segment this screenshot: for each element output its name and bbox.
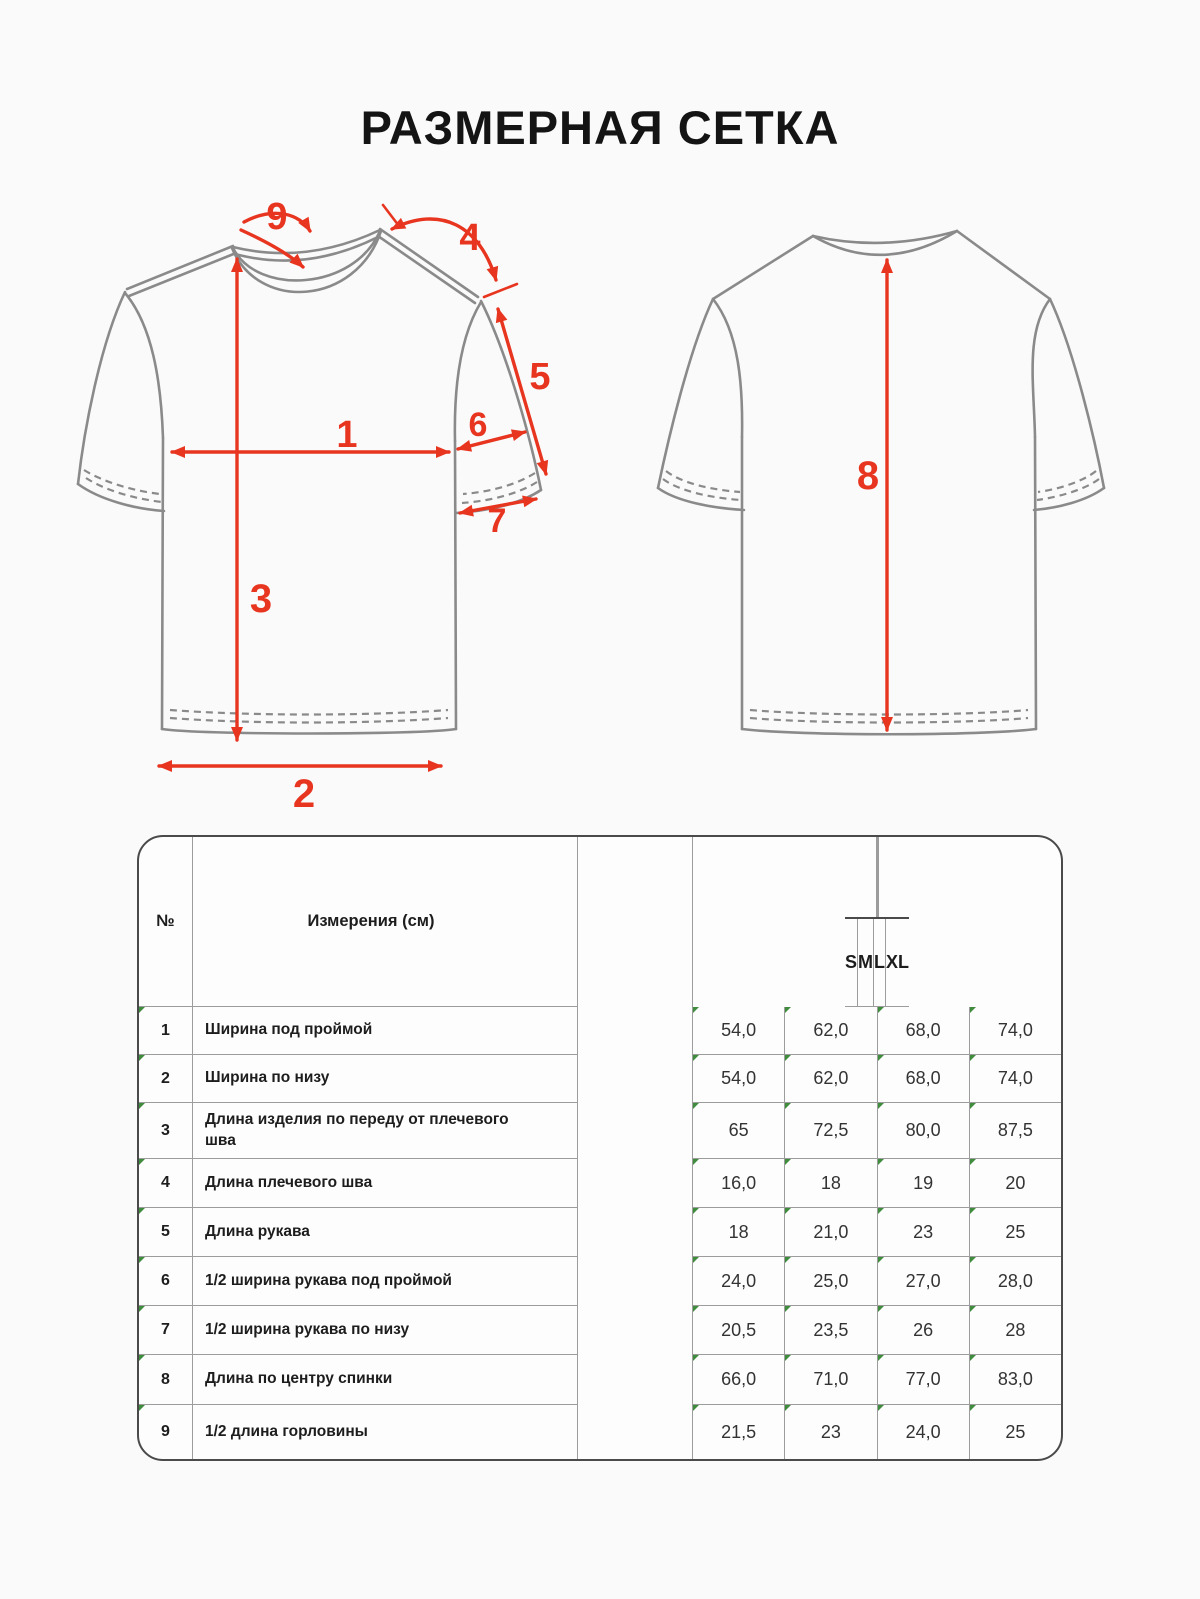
front-left-sleeve-outer [78,292,125,484]
spacer-cell [578,1208,693,1257]
back-right-sleeve-hem [1034,488,1104,510]
row-number: 5 [139,1208,193,1257]
value-m: 25,0 [785,1257,877,1306]
spacer-cell [578,1055,693,1103]
row-number: 7 [139,1306,193,1355]
measure-label-9: 9 [266,196,288,238]
value-l: 24,0 [878,1405,970,1459]
sizes-empty-row [876,837,879,917]
row-number: 1 [139,1007,193,1055]
value-l: 19 [878,1159,970,1208]
back-hem [742,729,1036,734]
table-row [139,1405,1061,1459]
measurement-name: 1/2 длина горловины [193,1405,578,1459]
value-s: 18 [693,1208,785,1257]
value-m: 23 [785,1405,877,1459]
table-row [139,1208,1061,1257]
measurement-name: 1/2 ширина рукава по низу [193,1306,578,1355]
front-left-armhole [125,293,163,438]
page-title: РАЗМЕРНАЯ СЕТКА [360,101,840,154]
front-shirt-diagram [60,190,560,815]
back-left-shoulder [713,236,813,299]
value-m: 62,0 [785,1055,877,1103]
sizes-header-block [693,837,1061,1007]
table-row [139,1257,1061,1306]
back-shirt-diagram [640,190,1120,750]
measure-label-8: 8 [856,454,880,498]
size-table [137,835,1063,1461]
value-l: 80,0 [878,1103,970,1159]
row-number: 9 [139,1405,193,1459]
value-l: 77,0 [878,1355,970,1405]
measure-label-6: 6 [468,406,488,444]
spacer-cell [578,1306,693,1355]
size-header-m: M [858,919,874,1007]
spacer-cell [578,1007,693,1055]
table-row [139,1159,1061,1208]
size-header-s: S [845,919,858,1007]
back-right-sleeve-outer [1050,299,1104,488]
row-number: 6 [139,1257,193,1306]
spacer-cell [578,1159,693,1208]
value-m: 18 [785,1159,877,1208]
value-xl: 87,5 [970,1103,1061,1159]
value-m: 23,5 [785,1306,877,1355]
spacer-cell [578,1355,693,1405]
front-hem [162,729,456,734]
value-s: 16,0 [693,1159,785,1208]
front-shirt-outline [78,229,541,734]
measure-label-4: 4 [459,217,481,259]
value-s: 20,5 [693,1306,785,1355]
value-xl: 20 [970,1159,1061,1208]
value-l: 27,0 [878,1257,970,1306]
value-s: 24,0 [693,1257,785,1306]
back-right-armhole [1033,299,1050,437]
value-xl: 28,0 [970,1257,1061,1306]
measurement-name: Длина изделия по переду от плечевого шва [193,1103,578,1159]
back-left-sleeve-hem [658,488,744,510]
back-measure-labels [857,454,879,498]
value-xl: 28 [970,1306,1061,1355]
measurement-name: Ширина под проймой [193,1007,578,1055]
back-left-sleeve-outer [658,299,713,488]
value-m: 21,0 [785,1208,877,1257]
spacer-column [578,837,693,1007]
value-xl: 25 [970,1208,1061,1257]
value-s: 21,5 [693,1405,785,1459]
back-left-armhole [713,299,742,437]
value-l: 26 [878,1306,970,1355]
measure-label-1: 1 [336,414,358,456]
header-measure-cell: Измерения (см) [193,837,578,1007]
spacer-cell [578,1103,693,1159]
table-row [139,1306,1061,1355]
value-xl: 25 [970,1405,1061,1459]
value-xl: 74,0 [970,1007,1061,1055]
measure-label-3: 3 [249,577,273,621]
table-header-row [139,837,1061,1007]
value-s: 54,0 [693,1055,785,1103]
table-row [139,1055,1061,1103]
value-l: 68,0 [878,1007,970,1055]
front-left-side [162,438,163,729]
value-m: 62,0 [785,1007,877,1055]
front-left-sleeve-hem [78,484,164,511]
empty-cell-l [878,837,879,917]
measurement-name: Длина рукава [193,1208,578,1257]
measurement-name: Ширина по низу [193,1055,578,1103]
measure-tick-4b [484,284,517,297]
table-row [139,1355,1061,1405]
front-right-side [455,441,456,729]
row-number: 2 [139,1055,193,1103]
measure-tick-4a [383,205,399,226]
front-stitch-lines [84,470,537,723]
value-l: 23 [878,1208,970,1257]
spacer-cell [578,1257,693,1306]
value-xl: 83,0 [970,1355,1061,1405]
value-m: 71,0 [785,1355,877,1405]
front-left-shoulder-seam [127,246,233,289]
front-collar-back-edge [233,230,380,253]
table-row [139,1103,1061,1159]
back-right-shoulder [957,231,1050,299]
value-l: 68,0 [878,1055,970,1103]
row-number: 8 [139,1355,193,1405]
value-xl: 74,0 [970,1055,1061,1103]
measure-label-7: 7 [487,502,507,540]
back-right-side [1035,437,1036,729]
front-measure-arrows [159,205,546,766]
measurement-name: 1/2 ширина рукава под проймой [193,1257,578,1306]
value-s: 66,0 [693,1355,785,1405]
size-header-xl: XL [886,919,909,1007]
sizes-label-row [845,917,909,1007]
header-number-cell: № [139,837,193,1007]
value-m: 72,5 [785,1103,877,1159]
measure-label-5: 5 [529,356,551,398]
measurement-name: Длина по центру спинки [193,1355,578,1405]
table-row [139,1007,1061,1055]
measure-label-2: 2 [292,772,316,815]
size-header-l: L [874,919,886,1007]
row-number: 4 [139,1159,193,1208]
row-number: 3 [139,1103,193,1159]
back-shirt-outline [658,231,1104,734]
value-s: 65 [693,1103,785,1159]
measurement-name: Длина плечевого шва [193,1159,578,1208]
value-s: 54,0 [693,1007,785,1055]
spacer-cell [578,1405,693,1459]
